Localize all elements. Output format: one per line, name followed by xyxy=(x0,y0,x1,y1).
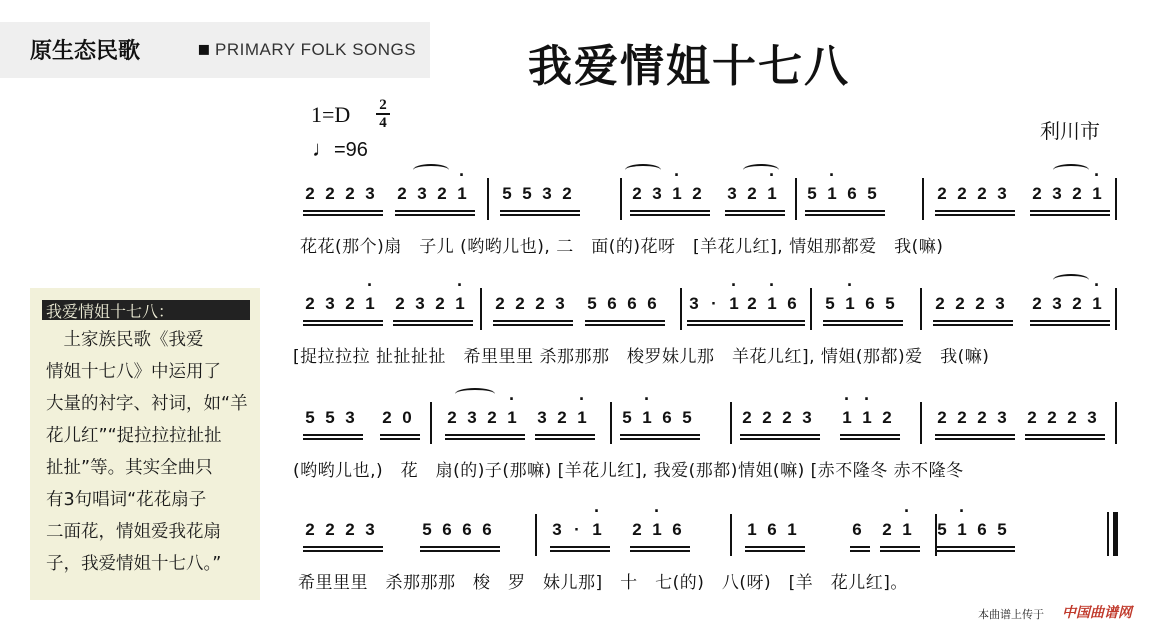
beam-line xyxy=(445,434,525,436)
time-signature xyxy=(376,98,390,130)
beam-line xyxy=(1030,214,1110,216)
beam-line xyxy=(687,324,747,326)
beam-line xyxy=(620,434,700,436)
tempo-value: =96 xyxy=(334,139,368,161)
note: 2 xyxy=(1067,408,1077,427)
beam-line xyxy=(630,214,710,216)
note: 2 xyxy=(937,408,947,427)
beam-line xyxy=(380,438,420,440)
note: 6 xyxy=(647,294,657,313)
note: 2 xyxy=(495,294,505,313)
key-signature: 1=D xyxy=(311,102,351,127)
beam-line xyxy=(1030,324,1110,326)
sidebar-line: 情姐十七八》中运用了 xyxy=(46,362,221,382)
barline xyxy=(795,178,797,220)
beam-line xyxy=(420,546,500,548)
note: · 1 xyxy=(455,180,469,216)
beam-line xyxy=(850,550,870,552)
note: 2 xyxy=(1072,184,1082,203)
beam-line xyxy=(745,546,805,548)
beam-line xyxy=(500,210,580,212)
note: 3 xyxy=(1087,408,1097,427)
beam-line xyxy=(445,438,525,440)
beam-line xyxy=(500,214,580,216)
note: 3 xyxy=(325,294,335,313)
beam-line xyxy=(805,210,885,212)
beam-line xyxy=(303,438,363,440)
region-label: 利川市 xyxy=(1040,119,1100,143)
beam-line xyxy=(823,324,903,326)
beam-line xyxy=(933,324,1013,326)
beam-line xyxy=(725,210,785,212)
song-title: 我爱情姐十七八 xyxy=(528,41,850,92)
final-barline-thick xyxy=(1113,512,1118,556)
note: 2 xyxy=(782,408,792,427)
note: 6 xyxy=(767,520,777,539)
note: 5 xyxy=(937,520,947,539)
note: 6 xyxy=(607,294,617,313)
slur xyxy=(1053,274,1089,286)
note: · xyxy=(711,294,717,313)
note: 2 xyxy=(1027,408,1037,427)
note: 3 xyxy=(1052,294,1062,313)
note: 5 xyxy=(807,184,817,203)
note: 2 xyxy=(305,184,315,203)
note: 3 xyxy=(542,184,552,203)
lyric-line-1: 花花(那个)扇 子儿 (哟哟儿也), 二 面(的)花呀 [羊花儿红], 情姐那都爱 我(嘛) xyxy=(300,237,944,257)
note: · 1 xyxy=(955,516,969,552)
beam-line xyxy=(303,210,383,212)
barline xyxy=(487,178,489,220)
beam-line xyxy=(935,210,1015,212)
barline xyxy=(535,514,537,556)
note: 2 xyxy=(1047,408,1057,427)
note: 5 xyxy=(522,184,532,203)
beam-line xyxy=(395,210,475,212)
note: 3 xyxy=(1052,184,1062,203)
note: 2 xyxy=(437,184,447,203)
note: 3 xyxy=(997,184,1007,203)
barline xyxy=(920,402,922,444)
beam-line xyxy=(687,320,747,322)
note: 5 xyxy=(682,408,692,427)
note: 3 xyxy=(415,294,425,313)
beam-line xyxy=(745,550,805,552)
beam-line xyxy=(303,550,383,552)
note: 2 xyxy=(305,520,315,539)
beam-line xyxy=(840,434,900,436)
beam-line xyxy=(630,550,690,552)
note: 2 xyxy=(977,184,987,203)
note: 2 xyxy=(1072,294,1082,313)
barline xyxy=(680,288,682,330)
note: 2 xyxy=(935,294,945,313)
note: · 1 xyxy=(843,290,857,326)
note: 3 xyxy=(552,520,562,539)
beam-line xyxy=(380,434,420,436)
note: · 1 xyxy=(765,290,779,326)
beam-line xyxy=(393,320,473,322)
lyric-line-2: [捉拉拉拉 扯扯扯扯 希里里里 杀那那那 梭罗妹儿那 羊花儿红], 情姐(那都)爱 我(嘛) xyxy=(293,347,990,367)
note: · 1 xyxy=(825,180,839,216)
beam-line xyxy=(1030,320,1110,322)
notation-row-2 xyxy=(295,290,1120,390)
note: 6 xyxy=(672,520,682,539)
note: 2 xyxy=(955,294,965,313)
note: 2 xyxy=(632,184,642,203)
barline xyxy=(480,288,482,330)
note: 2 xyxy=(487,408,497,427)
note: 2 xyxy=(535,294,545,313)
barline xyxy=(430,402,432,444)
note: 3 xyxy=(417,184,427,203)
quarter-note-icon: ♩ xyxy=(312,136,334,161)
beam-line xyxy=(935,434,1015,436)
barline xyxy=(730,514,732,556)
note: 6 xyxy=(787,294,797,313)
note: · 1 xyxy=(590,516,604,552)
note: 2 xyxy=(447,408,457,427)
note: 2 xyxy=(515,294,525,313)
sidebar-line: 有3句唱词“花花扇子 xyxy=(46,490,207,510)
notation-row-1 xyxy=(295,180,1120,280)
barline xyxy=(1115,288,1117,330)
note: · 1 xyxy=(860,404,874,440)
sidebar-line: 花儿红”“捉拉拉拉扯扯 xyxy=(46,426,222,446)
slur xyxy=(455,388,495,400)
note: 2 xyxy=(325,184,335,203)
beam-line xyxy=(745,324,805,326)
note: 6 xyxy=(847,184,857,203)
note: 5 xyxy=(305,408,315,427)
beam-line xyxy=(630,210,710,212)
beam-line xyxy=(493,324,573,326)
category-separator: ▪ xyxy=(197,36,211,60)
beam-line xyxy=(935,546,1015,548)
beam-line xyxy=(1030,210,1110,212)
note: 3 xyxy=(365,184,375,203)
beam-line xyxy=(935,438,1015,440)
note: 2 xyxy=(742,408,752,427)
note: · 1 xyxy=(575,404,589,440)
beam-line xyxy=(420,550,500,552)
note: 6 xyxy=(662,408,672,427)
note: 2 xyxy=(632,520,642,539)
note: 3 xyxy=(995,294,1005,313)
site-logo: 中国曲谱网 xyxy=(1062,605,1132,621)
time-signature-bottom: 4 xyxy=(379,115,387,131)
beam-line xyxy=(550,546,610,548)
sidebar-line: 二面花，情姐爱我花扇 xyxy=(46,522,221,542)
note: 2 xyxy=(957,408,967,427)
note: 2 xyxy=(747,184,757,203)
note: 3 xyxy=(689,294,699,313)
beam-line xyxy=(805,214,885,216)
note: · 1 xyxy=(727,290,741,326)
slur xyxy=(413,164,449,176)
note: · 1 xyxy=(1090,180,1104,216)
note: · 1 xyxy=(505,404,519,440)
note: 5 xyxy=(885,294,895,313)
note: 5 xyxy=(325,408,335,427)
beam-line xyxy=(493,320,573,322)
note: 2 xyxy=(382,408,392,427)
category-label: 原生态民歌 xyxy=(30,39,141,64)
slur xyxy=(1053,164,1089,176)
note: 3 xyxy=(365,520,375,539)
slur xyxy=(625,164,661,176)
note: 5 xyxy=(587,294,597,313)
note: 6 xyxy=(462,520,472,539)
note: 2 xyxy=(562,184,572,203)
note: 1 xyxy=(787,520,797,539)
beam-line xyxy=(303,546,383,548)
note: 2 xyxy=(557,408,567,427)
upload-note: 本曲谱上传于 xyxy=(978,608,1044,621)
note: 6 xyxy=(865,294,875,313)
note: 2 xyxy=(397,184,407,203)
note: 2 xyxy=(435,294,445,313)
note: 3 xyxy=(997,408,1007,427)
notation-row-3 xyxy=(295,404,1120,504)
barline xyxy=(920,288,922,330)
barline xyxy=(810,288,812,330)
lyric-line-3: (哟哟儿也,) 花 扇(的)子(那嘛) [羊花儿红], 我爱(那都)情姐(嘛) [赤不隆冬 赤不隆冬 xyxy=(293,461,964,481)
sidebar-heading: 我爱情姐十七八： xyxy=(46,302,175,321)
note: 3 xyxy=(555,294,565,313)
beam-line xyxy=(935,214,1015,216)
beam-line xyxy=(550,550,610,552)
note: 2 xyxy=(692,184,702,203)
beam-line xyxy=(303,214,383,216)
beam-line xyxy=(630,546,690,548)
note: 2 xyxy=(957,184,967,203)
beam-line xyxy=(303,434,363,436)
beam-line xyxy=(745,320,805,322)
beam-line xyxy=(585,324,665,326)
final-barline-thin xyxy=(1107,512,1109,556)
note: 1 xyxy=(747,520,757,539)
barline xyxy=(730,402,732,444)
note: 3 xyxy=(345,408,355,427)
note: 2 xyxy=(747,294,757,313)
beam-line xyxy=(740,438,820,440)
beam-line xyxy=(393,324,473,326)
note: 2 xyxy=(882,520,892,539)
barline xyxy=(1115,178,1117,220)
beam-line xyxy=(535,434,595,436)
note: 3 xyxy=(467,408,477,427)
note: 2 xyxy=(345,294,355,313)
note: 3 xyxy=(802,408,812,427)
beam-line xyxy=(725,214,785,216)
time-signature-top: 2 xyxy=(379,97,387,113)
beam-line xyxy=(740,434,820,436)
beam-line xyxy=(1025,438,1105,440)
tempo-marking xyxy=(312,136,368,162)
sidebar-line: 扯扯”等。其实全曲只 xyxy=(46,458,213,478)
note: 5 xyxy=(997,520,1007,539)
sidebar-body xyxy=(46,324,256,580)
note: 2 xyxy=(395,294,405,313)
category-english-label: PRIMARY FOLK SONGS xyxy=(215,40,417,59)
sidebar-line: 土家族民歌《我爱 xyxy=(46,330,204,350)
note: · 1 xyxy=(453,290,467,326)
note: 5 xyxy=(502,184,512,203)
note: 2 xyxy=(977,408,987,427)
beam-line xyxy=(880,550,920,552)
beam-line xyxy=(933,320,1013,322)
note: · 1 xyxy=(650,516,664,552)
note: · 1 xyxy=(363,290,377,326)
note: 2 xyxy=(1032,184,1042,203)
note: 2 xyxy=(1032,294,1042,313)
note: 3 xyxy=(727,184,737,203)
note: 2 xyxy=(975,294,985,313)
note: 2 xyxy=(305,294,315,313)
note: 6 xyxy=(627,294,637,313)
note: 2 xyxy=(345,520,355,539)
note: · 1 xyxy=(670,180,684,216)
beam-line xyxy=(585,320,665,322)
note: 6 xyxy=(977,520,987,539)
note: · 1 xyxy=(640,404,654,440)
notation-row-4 xyxy=(295,516,1120,616)
note: · 1 xyxy=(1090,290,1104,326)
barline xyxy=(935,514,937,556)
note: 2 xyxy=(882,408,892,427)
note: · xyxy=(574,520,580,539)
note: 5 xyxy=(867,184,877,203)
note: · 1 xyxy=(765,180,779,216)
beam-line xyxy=(850,546,870,548)
note: · 1 xyxy=(900,516,914,552)
beam-line xyxy=(1025,434,1105,436)
beam-line xyxy=(303,324,383,326)
note: 2 xyxy=(762,408,772,427)
note: 5 xyxy=(422,520,432,539)
beam-line xyxy=(840,438,900,440)
beam-line xyxy=(535,438,595,440)
note: 2 xyxy=(937,184,947,203)
beam-line xyxy=(303,320,383,322)
beam-line xyxy=(395,214,475,216)
note: 0 xyxy=(402,408,412,427)
sidebar-line: 大量的衬字、衬词，如“羊 xyxy=(46,394,248,414)
note: · 1 xyxy=(840,404,854,440)
note: 2 xyxy=(325,520,335,539)
barline xyxy=(610,402,612,444)
note: 3 xyxy=(652,184,662,203)
beam-line xyxy=(620,438,700,440)
sidebar-line: 子，我爱情姐十七八。” xyxy=(46,554,222,574)
beam-line xyxy=(935,550,1015,552)
note: 2 xyxy=(345,184,355,203)
note: 3 xyxy=(537,408,547,427)
note: 5 xyxy=(825,294,835,313)
barline xyxy=(922,178,924,220)
note: 6 xyxy=(442,520,452,539)
note: 5 xyxy=(622,408,632,427)
note: 6 xyxy=(482,520,492,539)
note: 6 xyxy=(852,520,862,539)
slur xyxy=(743,164,779,176)
lyric-line-4: 希里里里 杀那那那 梭 罗 妹儿那] 十 七(的) 八(呀) [羊 花儿红]。 xyxy=(298,573,908,593)
beam-line xyxy=(880,546,920,548)
barline xyxy=(620,178,622,220)
beam-line xyxy=(823,320,903,322)
barline xyxy=(1115,402,1117,444)
